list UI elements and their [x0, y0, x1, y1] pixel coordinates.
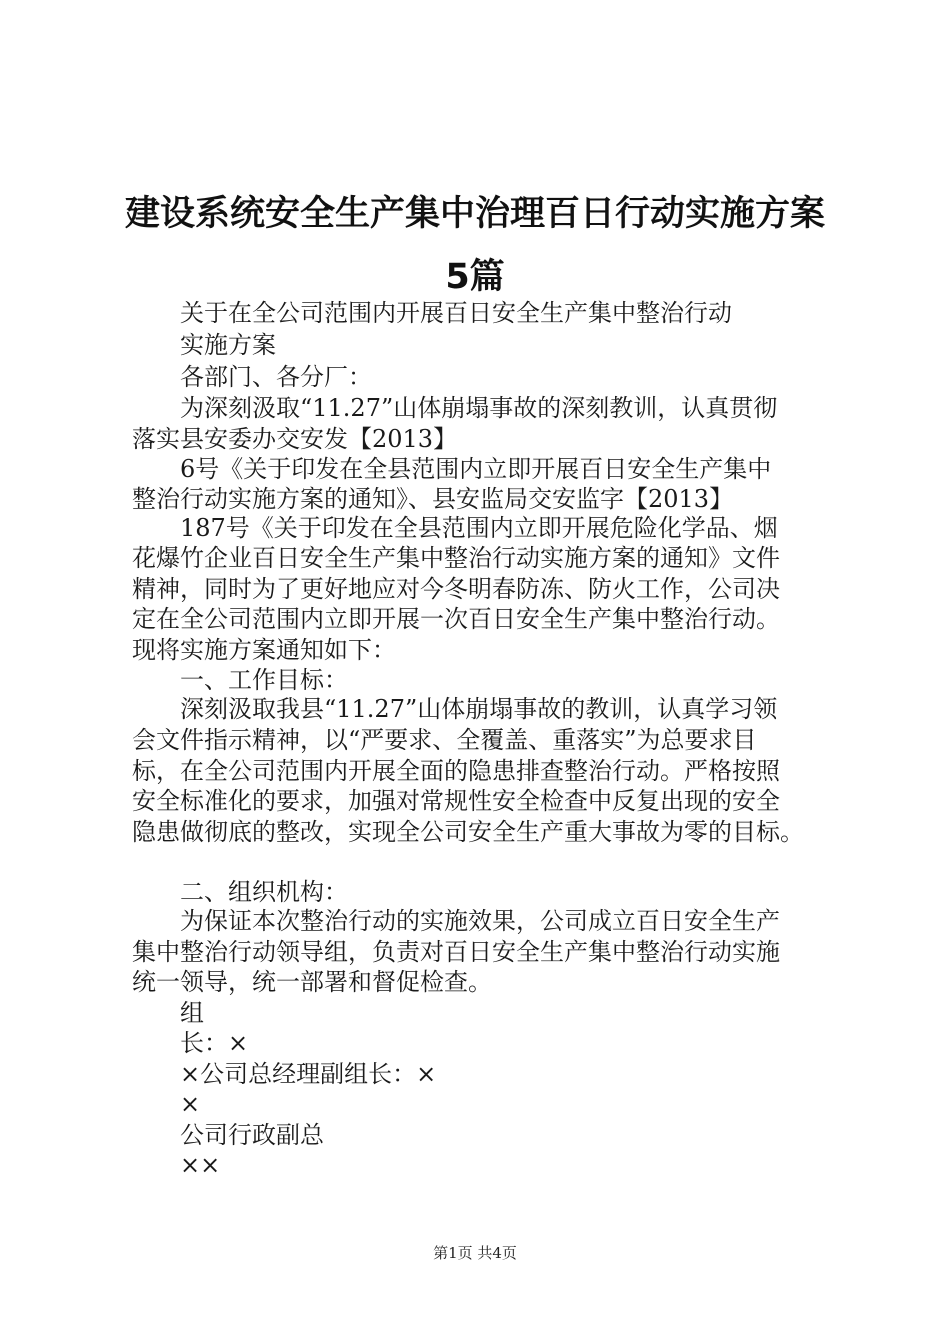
body-line: 公司行政副总 — [180, 1121, 324, 1149]
body-line: 为保证本次整治行动的实施效果，公司成立百日安全生产 — [180, 907, 780, 935]
body-line: 整治行动实施方案的通知》、县安监局交安监字【2013】 — [132, 485, 734, 513]
body-line: 组 — [180, 999, 204, 1027]
body-line: 精神，同时为了更好地应对今冬明春防冻、防火工作，公司决 — [132, 575, 780, 603]
body-line: 为深刻汲取“11.27”山体崩塌事故的深刻教训，认真贯彻 — [180, 394, 778, 422]
body-line: 会文件指示精神，以“严要求、全覆盖、重落实”为总要求目 — [132, 726, 757, 754]
subject-line: 关于在全公司范围内开展百日安全生产集中整治行动 — [180, 299, 732, 327]
body-line: 落实县安委办交安发【2013】 — [132, 425, 458, 453]
body-line: 6号《关于印发在全县范围内立即开展百日安全生产集中 — [180, 455, 772, 483]
body-line: 统一领导，统一部署和督促检查。 — [132, 968, 492, 996]
body-line: 隐患做彻底的整改，实现全公司安全生产重大事故为零的目标。 — [132, 818, 804, 846]
body-line: 安全标准化的要求，加强对常规性安全检查中反复出现的安全 — [132, 787, 780, 815]
body-line: ×公司总经理副组长：× — [180, 1060, 437, 1088]
document-title: 建设系统安全生产集中治理百日行动实施方案 — [124, 194, 825, 234]
salutation: 各部门、各分厂： — [180, 363, 372, 391]
body-line: ×× — [180, 1151, 221, 1179]
section-heading: 二、组织机构： — [180, 878, 348, 906]
body-line: 深刻汲取我县“11.27”山体崩塌事故的教训，认真学习领 — [180, 695, 778, 723]
body-line: 定在全公司范围内立即开展一次百日安全生产集中整治行动。 — [132, 605, 780, 633]
body-line: 187号《关于印发在全县范围内立即开展危险化学品、烟 — [180, 514, 778, 542]
body-line: 长：× — [180, 1029, 249, 1057]
body-line: 标，在全公司范围内开展全面的隐患排查整治行动。严格按照 — [132, 757, 780, 785]
section-heading: 一、工作目标： — [180, 666, 348, 694]
body-line: × — [180, 1090, 201, 1118]
subject-line: 实施方案 — [180, 331, 276, 359]
body-line: 花爆竹企业百日安全生产集中整治行动实施方案的通知》文件 — [132, 544, 780, 572]
document-title-continued: 5篇 — [445, 257, 505, 297]
body-line: 现将实施方案通知如下： — [132, 636, 396, 664]
page-footer: 第1页 共4页 — [433, 1244, 517, 1262]
body-line: 集中整治行动领导组，负责对百日安全生产集中整治行动实施 — [132, 938, 780, 966]
